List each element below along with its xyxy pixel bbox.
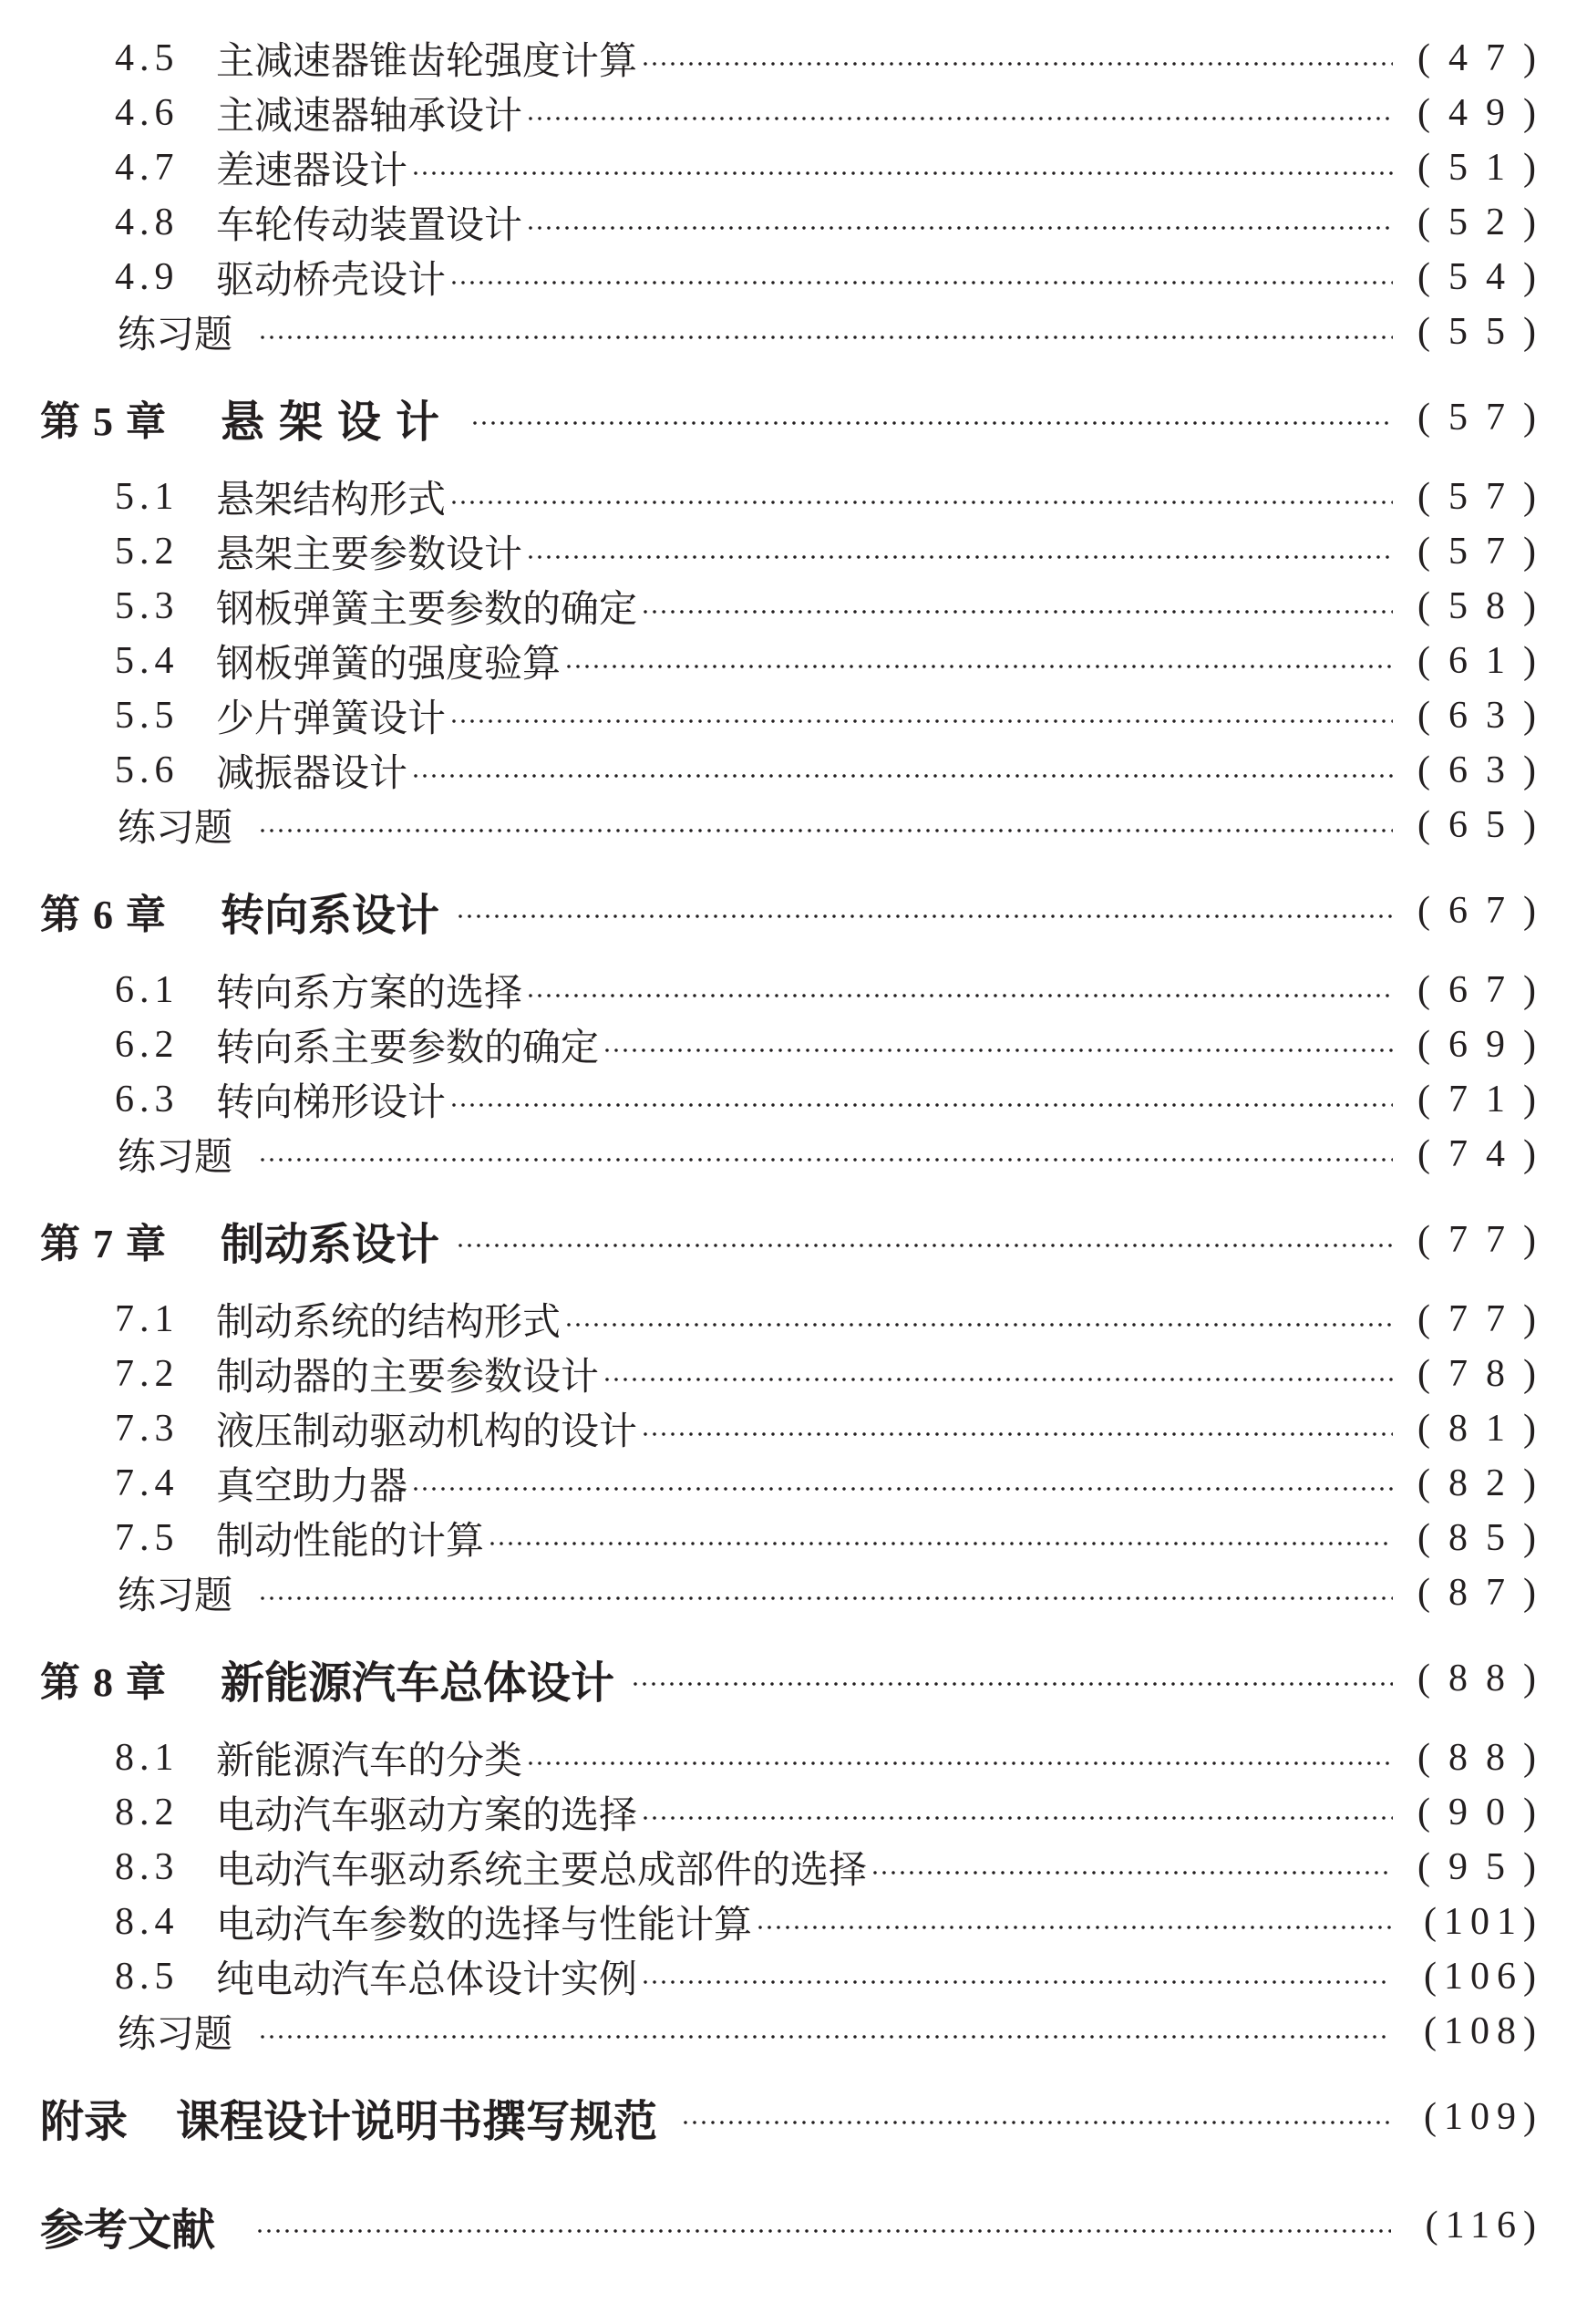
dot-leader: [631, 1651, 1393, 1706]
section-title: 钢板弹簧主要参数的确定: [216, 589, 638, 631]
section-title: 转向梯形设计: [216, 1082, 447, 1124]
exercises-title: 练习题: [118, 2014, 233, 2056]
page-number: (88): [1417, 1658, 1554, 1699]
toc-entry-6-3: [0, 1072, 1587, 1127]
dot-leader: [641, 579, 1393, 634]
page-number: (88): [1417, 1737, 1554, 1779]
dot-leader: [258, 798, 1393, 852]
page-number: (116): [1425, 2205, 1543, 2247]
section-title: 钢板弹簧的强度验算: [216, 644, 562, 686]
exercises-entry-8: [0, 2004, 1587, 2059]
toc-entry-4-6: [0, 86, 1587, 140]
chapter-heading-8: [0, 1651, 1587, 1709]
page-number: (95): [1417, 1846, 1554, 1888]
page-number: (106): [1424, 1956, 1543, 1998]
dot-leader: [756, 1895, 1391, 1949]
toc-entry-7-4: [0, 1456, 1587, 1511]
toc-entry-8-4: [0, 1895, 1587, 1949]
toc-entry-7-1: [0, 1292, 1587, 1347]
section-number: 8.3: [115, 1846, 180, 1888]
dot-leader: [488, 1511, 1393, 1565]
page-number: (87): [1417, 1572, 1554, 1614]
dot-leader: [449, 250, 1393, 305]
page-number: (57): [1417, 531, 1554, 573]
toc-entry-4-7: [0, 140, 1587, 195]
section-number: 5.4: [115, 640, 180, 682]
dot-leader: [411, 743, 1393, 798]
toc-entry-8-5: [0, 1949, 1587, 2004]
dot-leader: [564, 634, 1393, 688]
page-number: (101): [1424, 1901, 1543, 1943]
section-title: 电动汽车参数的选择与性能计算: [216, 1905, 753, 1947]
dot-leader: [564, 1292, 1393, 1347]
dot-leader: [449, 688, 1393, 743]
page-number: (77): [1417, 1298, 1554, 1340]
dot-leader: [449, 1072, 1393, 1127]
section-number: 8.2: [115, 1792, 180, 1833]
exercises-entry-6: [0, 1127, 1587, 1182]
chapter-heading-7: [0, 1213, 1587, 1270]
section-title: 转向系方案的选择: [216, 973, 523, 1015]
section-title: 电动汽车驱动系统主要总成部件的选择: [216, 1850, 868, 1892]
toc-entry-7-5: [0, 1511, 1587, 1565]
appendix-title: 课程设计说明书撰写规范: [176, 2095, 658, 2147]
chapter-number: 第5章: [40, 399, 179, 444]
page-number: (61): [1417, 640, 1554, 682]
references-heading: [0, 2198, 1587, 2256]
section-title: 转向系主要参数的确定: [216, 1028, 600, 1069]
exercises-title: 练习题: [118, 315, 233, 356]
chapter-title: 制动系设计: [221, 1218, 440, 1270]
section-number: 5.2: [115, 531, 180, 573]
section-number: 8.5: [115, 1956, 180, 1998]
section-title: 新能源汽车的分类: [216, 1740, 523, 1782]
chapter-title: 新能源汽车总体设计: [221, 1657, 615, 1709]
section-title: 悬架结构形式: [216, 480, 447, 522]
section-title: 主减速器轴承设计: [216, 96, 523, 138]
dot-leader: [871, 1840, 1393, 1895]
appendix-heading: [0, 2090, 1587, 2147]
exercises-entry-7: [0, 1565, 1587, 1620]
section-title: 主减速器锥齿轮强度计算: [216, 41, 638, 83]
page-number: (77): [1417, 1219, 1554, 1261]
section-number: 7.4: [115, 1462, 180, 1504]
section-number: 4.6: [115, 92, 180, 134]
page-number: (47): [1417, 37, 1554, 79]
exercises-entry-5: [0, 798, 1587, 852]
page-number: (54): [1417, 256, 1554, 298]
dot-leader: [411, 140, 1393, 195]
section-title: 液压制动驱动机构的设计: [216, 1411, 638, 1453]
page-number: (63): [1417, 695, 1554, 737]
dot-leader: [526, 524, 1393, 579]
section-title: 制动性能的计算: [216, 1521, 485, 1563]
dot-leader: [449, 470, 1393, 524]
dot-leader: [255, 2198, 1391, 2253]
references-title: 参考文献: [40, 2204, 216, 2256]
section-title: 少片弹簧设计: [216, 698, 447, 740]
dot-leader: [526, 195, 1393, 250]
section-title: 车轮传动装置设计: [216, 205, 523, 247]
page-number: (81): [1417, 1408, 1554, 1450]
chapter-number: 第8章: [40, 1660, 179, 1705]
section-number: 6.2: [115, 1024, 180, 1066]
page-number: (58): [1417, 585, 1554, 627]
page-number: (52): [1417, 201, 1554, 243]
dot-leader: [641, 1949, 1391, 2004]
section-number: 5.1: [115, 476, 180, 518]
section-number: 7.2: [115, 1353, 180, 1395]
toc-entry-5-4: [0, 634, 1587, 688]
toc-entry-5-5: [0, 688, 1587, 743]
section-title: 制动器的主要参数设计: [216, 1357, 600, 1399]
page-number: (90): [1417, 1792, 1554, 1833]
chapter-title: 转向系设计: [221, 889, 440, 941]
section-number: 8.4: [115, 1901, 180, 1943]
page-number: (67): [1417, 890, 1554, 932]
dot-leader: [470, 390, 1393, 445]
appendix-label: 附录: [40, 2095, 129, 2147]
section-title: 电动汽车驱动方案的选择: [216, 1795, 638, 1837]
chapter-number: 第7章: [40, 1222, 179, 1266]
dot-leader: [641, 1401, 1393, 1456]
page-number: (109): [1424, 2096, 1543, 2138]
toc-entry-4-8: [0, 195, 1587, 250]
exercises-title: 练习题: [118, 1137, 233, 1179]
page-number: (71): [1417, 1079, 1554, 1121]
page-number: (55): [1417, 311, 1554, 353]
dot-leader: [258, 1565, 1393, 1620]
page-number: (57): [1417, 476, 1554, 518]
section-number: 7.1: [115, 1298, 180, 1340]
page-number: (65): [1417, 804, 1554, 846]
dot-leader: [258, 305, 1393, 359]
section-number: 7.3: [115, 1408, 180, 1450]
page-number: (67): [1417, 969, 1554, 1011]
toc-entry-5-1: [0, 470, 1587, 524]
dot-leader: [641, 31, 1393, 86]
section-title: 制动系统的结构形式: [216, 1302, 562, 1344]
toc-entry-7-3: [0, 1401, 1587, 1456]
page-number: (108): [1424, 2010, 1543, 2052]
dot-leader: [526, 1730, 1393, 1785]
chapter-title: 悬架设计: [221, 396, 455, 448]
page-number: (69): [1417, 1024, 1554, 1066]
section-title: 差速器设计: [216, 150, 408, 192]
exercises-title: 练习题: [118, 1575, 233, 1617]
page-number: (74): [1417, 1133, 1554, 1175]
section-number: 5.6: [115, 749, 180, 791]
section-number: 8.1: [115, 1737, 180, 1779]
toc-entry-7-2: [0, 1347, 1587, 1401]
toc-entry-6-2: [0, 1017, 1587, 1072]
chapter-heading-6: [0, 883, 1587, 941]
page-number: (82): [1417, 1462, 1554, 1504]
section-number: 4.5: [115, 37, 180, 79]
toc-entry-8-3: [0, 1840, 1587, 1895]
section-title: 悬架主要参数设计: [216, 534, 523, 576]
section-number: 6.3: [115, 1079, 180, 1121]
page-number: (51): [1417, 147, 1554, 189]
dot-leader: [526, 963, 1393, 1017]
dot-leader: [681, 2090, 1391, 2144]
section-number: 4.9: [115, 256, 180, 298]
section-number: 7.5: [115, 1517, 180, 1559]
section-title: 减振器设计: [216, 753, 408, 795]
toc-entry-5-6: [0, 743, 1587, 798]
section-number: 4.7: [115, 147, 180, 189]
toc-entry-4-9: [0, 250, 1587, 305]
page-number: (49): [1417, 92, 1554, 134]
toc-entry-4-5: [0, 31, 1587, 86]
page-number: (78): [1417, 1353, 1554, 1395]
section-title: 驱动桥壳设计: [216, 260, 447, 302]
chapter-heading-5: [0, 390, 1587, 448]
dot-leader: [258, 1127, 1393, 1182]
section-title: 纯电动汽车总体设计实例: [216, 1959, 638, 2001]
toc-entry-8-1: [0, 1730, 1587, 1785]
section-number: 5.3: [115, 585, 180, 627]
exercises-title: 练习题: [118, 808, 233, 850]
dot-leader: [603, 1017, 1393, 1072]
page-number: (63): [1417, 749, 1554, 791]
dot-leader: [456, 883, 1393, 938]
section-number: 4.8: [115, 201, 180, 243]
section-number: 6.1: [115, 969, 180, 1011]
page-number: (57): [1417, 397, 1554, 439]
exercises-entry-4: [0, 305, 1587, 359]
toc-entry-8-2: [0, 1785, 1587, 1840]
chapter-number: 第6章: [40, 893, 179, 937]
toc-entry-6-1: [0, 963, 1587, 1017]
dot-leader: [258, 2004, 1391, 2059]
dot-leader: [411, 1456, 1393, 1511]
page-number: (85): [1417, 1517, 1554, 1559]
toc-entry-5-3: [0, 579, 1587, 634]
dot-leader: [526, 86, 1393, 140]
dot-leader: [456, 1213, 1393, 1267]
dot-leader: [641, 1785, 1393, 1840]
section-number: 5.5: [115, 695, 180, 737]
section-title: 真空助力器: [216, 1466, 408, 1508]
toc-entry-5-2: [0, 524, 1587, 579]
dot-leader: [603, 1347, 1393, 1401]
